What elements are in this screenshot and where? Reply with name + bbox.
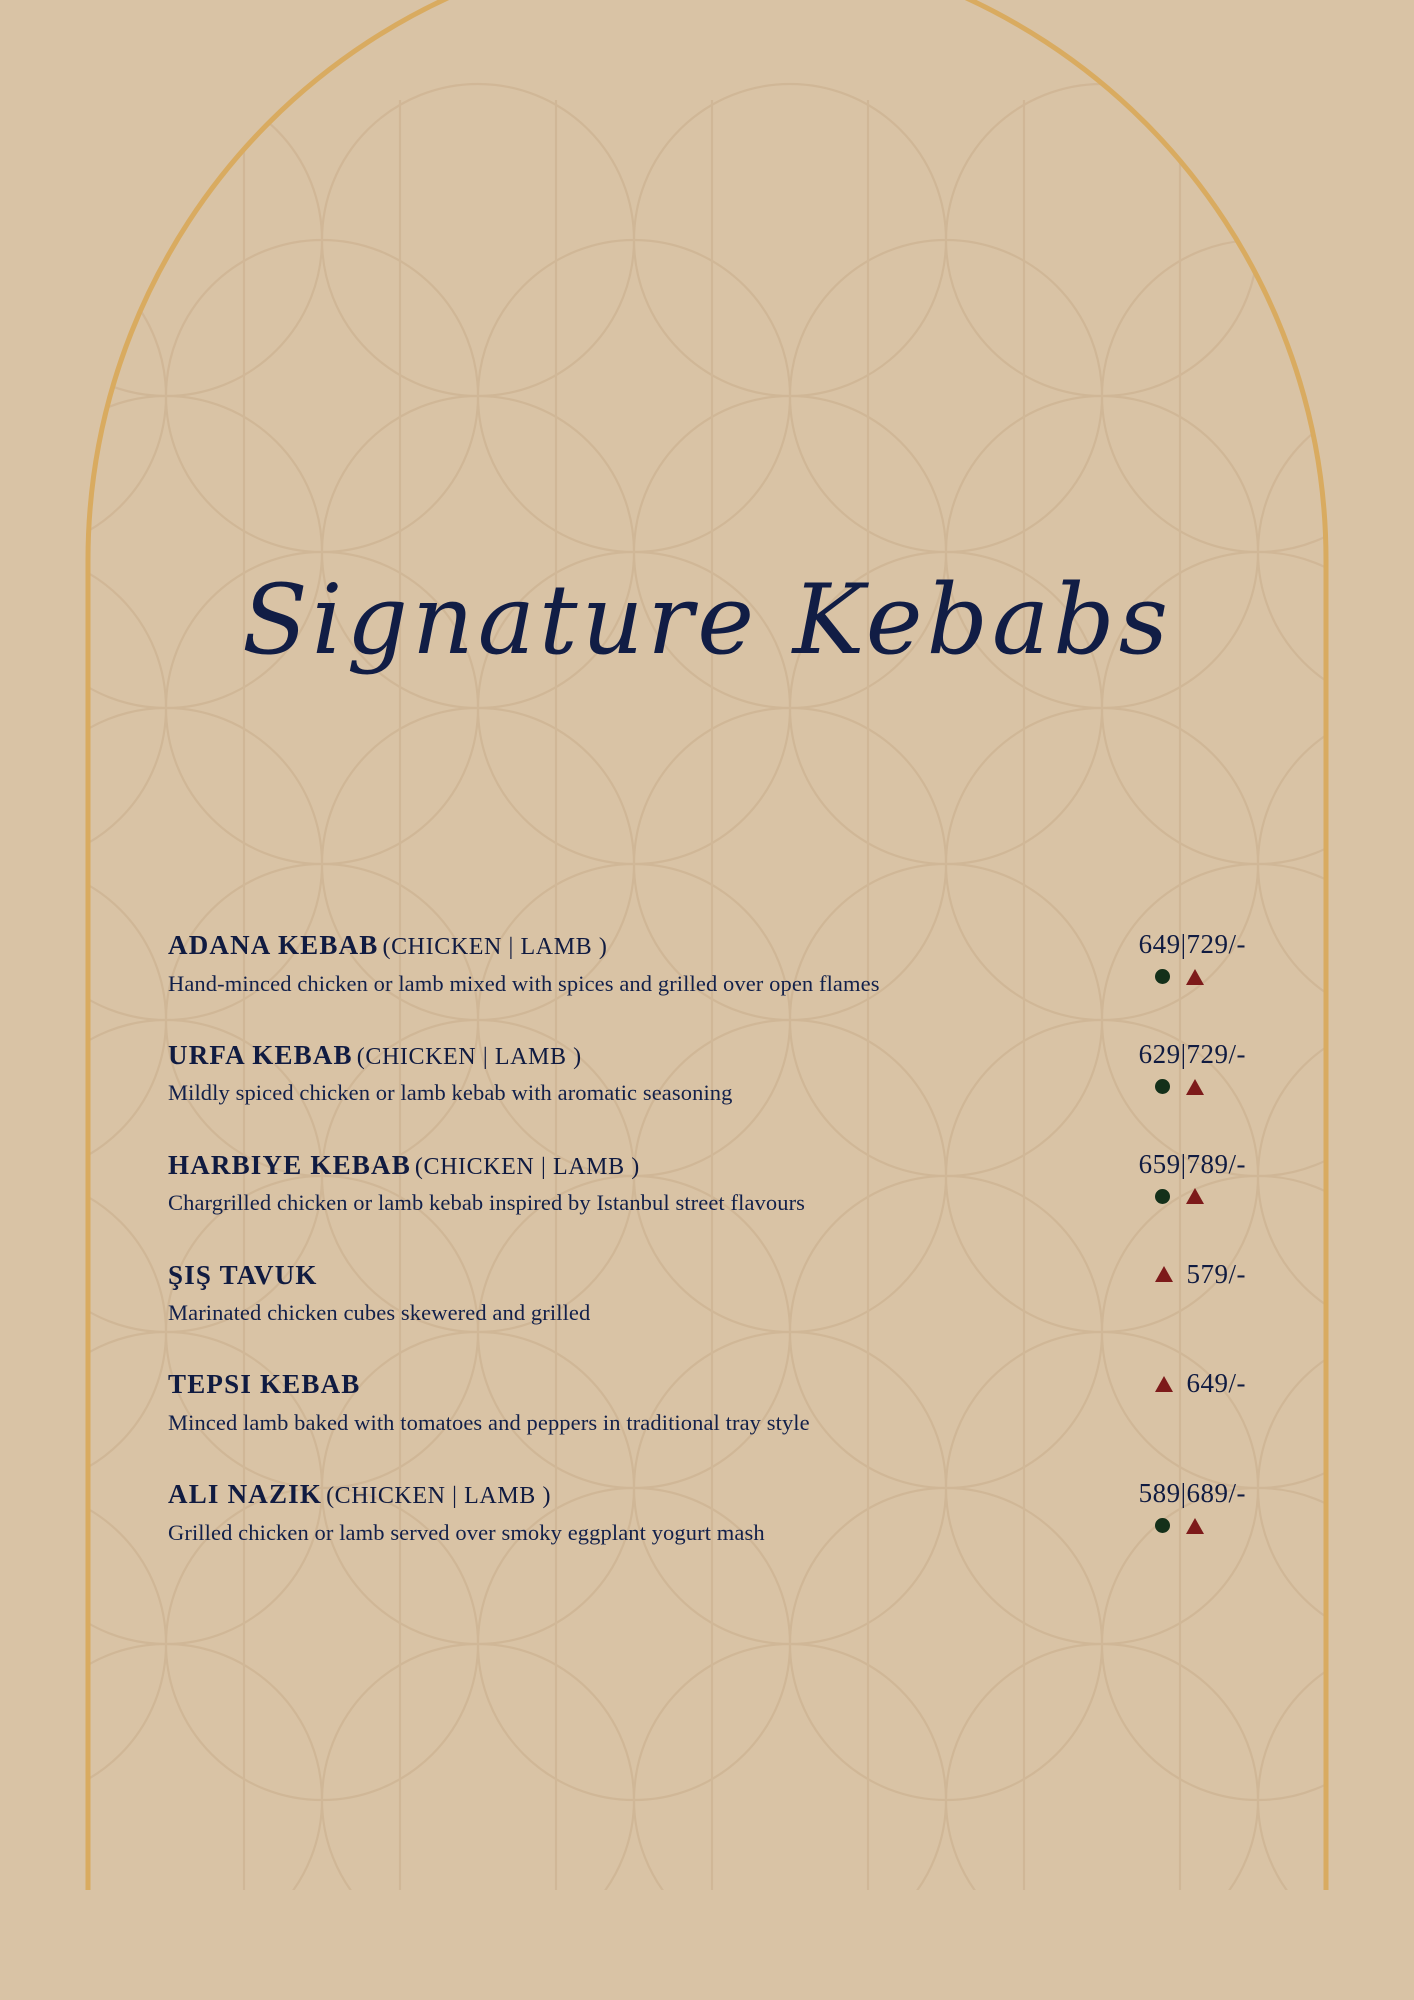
menu-item[interactable] <box>168 930 1246 998</box>
menu-item-title <box>168 1040 1008 1072</box>
spicy-triangle-icon <box>1155 1376 1173 1392</box>
menu-item[interactable] <box>168 1040 1246 1108</box>
menu-item-right <box>986 1150 1246 1208</box>
menu-item-marks <box>986 1076 1246 1098</box>
menu-item-left <box>168 1479 1008 1547</box>
menu-item-name: ADANA KEBAB <box>168 930 379 960</box>
menu-item-variant: (CHICKEN | LAMB ) <box>414 1153 640 1180</box>
menu-item[interactable] <box>168 1479 1246 1547</box>
menu-item-left <box>168 1369 1008 1437</box>
menu-item-description: Minced lamb baked with tomatoes and peppers in traditional tray style <box>168 1409 810 1435</box>
menu-item-price: 629|729/- <box>1138 1038 1246 1069</box>
menu-item-description: Grilled chicken or lamb served over smoky eggplant yogurt mash <box>168 1519 765 1545</box>
menu-item[interactable] <box>168 1150 1246 1218</box>
menu-item-marks <box>986 966 1246 988</box>
menu-item-name: TEPSI KEBAB <box>168 1369 361 1400</box>
spicy-triangle-icon <box>1186 1188 1204 1204</box>
menu-item-title <box>168 1260 1008 1292</box>
menu-item-description: Mildly spiced chicken or lamb kebab with aromatic seasoning <box>168 1080 733 1106</box>
menu-item-price: 649|729/- <box>1138 929 1246 959</box>
menu-item-title <box>168 1369 1008 1401</box>
non-veg-dot-icon <box>1155 1189 1170 1204</box>
menu-item-variant: (CHICKEN | LAMB ) <box>326 1483 552 1510</box>
menu-item-right <box>986 1479 1246 1537</box>
menu-item-variant: (CHICKEN | LAMB ) <box>382 934 608 960</box>
menu-item-right <box>986 1260 1246 1290</box>
menu-item-left <box>168 1150 1008 1218</box>
menu-item-title <box>168 1479 1008 1511</box>
menu-item-price: 659|789/- <box>1138 1148 1246 1179</box>
menu-item-description: Hand-minced chicken or lamb mixed with spices and grilled over open flames <box>168 970 880 996</box>
menu-items-list <box>168 930 1246 1589</box>
spicy-triangle-icon <box>1186 1518 1204 1534</box>
menu-item-price: 589|689/- <box>1138 1478 1246 1509</box>
menu-item-right <box>986 1369 1246 1399</box>
menu-item-left <box>168 1040 1008 1108</box>
menu-item-right <box>986 930 1246 988</box>
menu-item[interactable] <box>168 1369 1246 1437</box>
menu-item-price: 649/- <box>1186 1368 1246 1399</box>
menu-item-description: Marinated chicken cubes skewered and grilled <box>168 1300 591 1326</box>
menu-item-title <box>168 1150 1008 1182</box>
menu-item-price: 579/- <box>1186 1258 1246 1289</box>
non-veg-dot-icon <box>1155 1079 1170 1094</box>
menu-item-left <box>168 930 1008 998</box>
non-veg-dot-icon <box>1155 1518 1170 1533</box>
menu-item-price-row <box>986 1369 1246 1399</box>
menu-item-description: Chargrilled chicken or lamb kebab inspired by Istanbul street flavours <box>168 1190 806 1216</box>
menu-item-price-row <box>986 1260 1246 1290</box>
spicy-triangle-icon <box>1155 1266 1173 1282</box>
menu-item-title <box>168 930 1008 962</box>
non-veg-dot-icon <box>1155 969 1170 984</box>
menu-item[interactable] <box>168 1260 1246 1328</box>
menu-item-name: ALI NAZIK <box>168 1479 323 1510</box>
menu-item-left <box>168 1260 1008 1328</box>
spicy-triangle-icon <box>1186 969 1204 985</box>
menu-item-marks <box>986 1515 1246 1537</box>
spicy-triangle-icon <box>1186 1079 1204 1095</box>
menu-item-marks <box>986 1185 1246 1207</box>
menu-item-name: ŞIŞ TAVUK <box>168 1259 318 1290</box>
menu-item-variant: (CHICKEN | LAMB ) <box>356 1043 582 1070</box>
menu-item-name: HARBIYE KEBAB <box>168 1149 411 1180</box>
menu-item-name: URFA KEBAB <box>168 1039 353 1070</box>
menu-item-right <box>986 1040 1246 1098</box>
page-title: Signature Kebabs <box>242 564 1172 676</box>
